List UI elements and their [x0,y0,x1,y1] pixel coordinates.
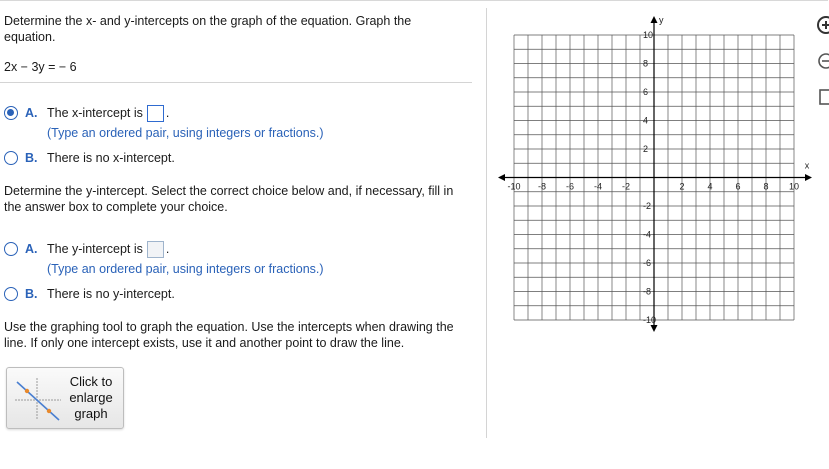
x-choice-a-hint: (Type an ordered pair, using integers or fractions.) [47,126,324,140]
x-choice-a-radio[interactable] [4,106,18,120]
x-tick-label: -2 [621,181,631,192]
x-choice-a-text: The x-intercept is [47,106,143,120]
x-tick-label: 6 [735,181,741,192]
choice-period: . [165,106,170,120]
y-axis-arrow-icon [651,16,658,23]
x-tick-label: -10 [507,181,521,192]
choice-letter: B. [25,287,38,301]
y-tick-label: 4 [643,115,649,126]
y-tick-label: 8 [643,58,649,69]
x-tick-label: -6 [565,181,575,192]
choice-letter: B. [25,151,38,165]
equation: 2x − 3y = − 6 [4,60,77,74]
y-tick-label: -8 [643,286,652,297]
choice-letter: A. [25,242,38,256]
graph-instructions: Use the graphing tool to graph the equation. Use the intercepts when drawing the line. If only one intercept exists, use it and another point to draw the line. [4,320,454,350]
y-tick-label: 10 [643,30,654,40]
y-choice-b-text: There is no y-intercept. [47,287,175,301]
y-tick-label: -4 [643,229,652,240]
x-tick-label: 8 [763,181,769,192]
x-axis-arrow-icon [498,174,505,181]
coordinate-graph[interactable] [488,0,808,330]
y-tick-label: -2 [643,201,652,211]
x-tick-label: -4 [593,181,603,192]
x-tick-label: 10 [788,181,800,192]
y-intercept-answer-box[interactable] [147,241,164,258]
x-intercept-choice-a[interactable] [4,104,169,122]
graph-thumbnail-icon [13,376,63,422]
x-tick-label: 4 [707,181,713,192]
y-intercept-choice-b[interactable] [4,285,175,303]
x-axis-arrow-icon [805,174,812,181]
y-tick-label: -10 [643,315,657,325]
zoom-out-icon[interactable] [815,50,829,72]
y-axis-label: y [659,15,664,25]
section-divider [0,82,472,83]
x-choice-b-text: There is no x-intercept. [47,151,175,165]
expand-icon[interactable] [815,86,829,108]
y-tick-label: -6 [643,258,652,268]
y-intercept-choice-a[interactable] [4,240,169,258]
y-tick-label: 6 [643,87,649,97]
x-choice-b-radio[interactable] [4,151,18,165]
y-axis-arrow-icon [651,325,658,332]
x-intercept-choice-b[interactable] [4,149,175,167]
enlarge-graph-button[interactable] [6,367,124,429]
y-tick-label: 2 [643,144,649,154]
y-choice-a-hint: (Type an ordered pair, using integers or fractions.) [47,262,324,276]
y-intercept-prompt: Determine the y-intercept. Select the correct choice below and, if necessary, fill in the answer box to complete your choice. [4,184,454,214]
y-choice-a-text: The y-intercept is [47,242,143,256]
choice-period: . [165,242,170,256]
panel-divider [486,8,487,438]
zoom-in-icon[interactable] [815,14,829,36]
choice-letter: A. [25,106,38,120]
x-tick-label: -8 [537,181,547,192]
question-prompt: Determine the x- and y-intercepts on the graph of the equation. Graph the equation. [4,14,412,44]
x-tick-label: 2 [679,181,685,192]
x-intercept-answer-box[interactable] [147,105,164,122]
x-axis-label: x [804,160,810,171]
y-choice-b-radio[interactable] [4,287,18,301]
enlarge-graph-label: Click to enlarge graph [69,374,113,421]
y-choice-a-radio[interactable] [4,242,18,256]
